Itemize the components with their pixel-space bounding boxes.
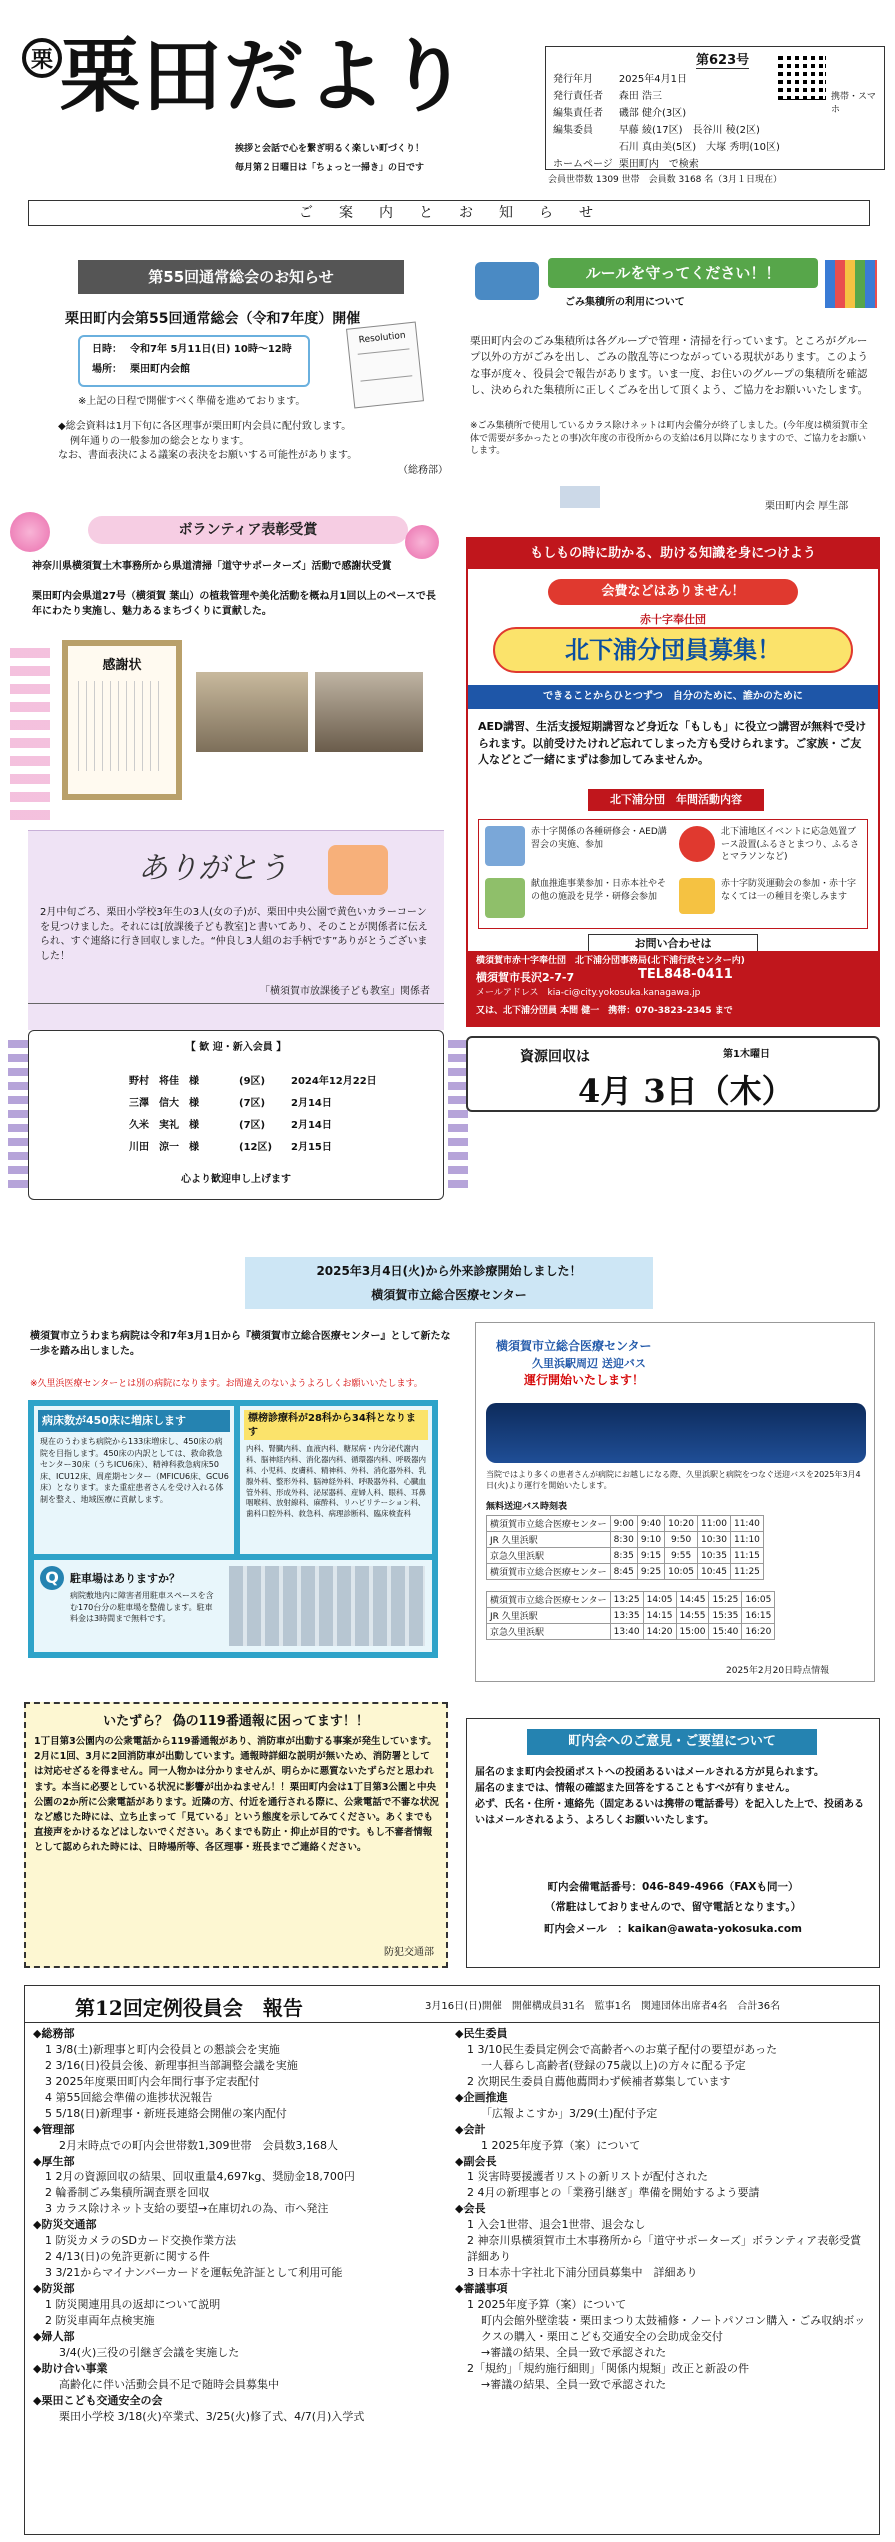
editorial-info-table [550,69,783,171]
recycle-box [466,1036,880,1112]
opinion-mail[interactable]: 町内会メール ：kaikan@awata-yokosuka.com [544,1923,802,1935]
minutes-left-column [33,2026,448,2424]
info-row [550,69,783,86]
welcome-box [28,1030,444,1200]
place-value: 栗田町内会館 [130,364,190,375]
place-label: 場所： [92,364,122,375]
beds-text: 現在のうわまち病院から133床増床し、450床の病院を目指します。450床の内訳としては、救命救急センター30床（うちICU6床）、精神科救急病床50床、ICU12床、周産期センター（MFICU6床、GCU6床）となります。また重症患者さんを受け入れる体制を整え、地域医療に貢献します。 [40,1437,229,1504]
minutes-item: 2 3/16(日)役員会後、新理事担当部調整会議を実施 [45,2058,298,2072]
timetable-time: 15:40 [709,1624,742,1640]
timetable-time: 11:15 [730,1548,763,1564]
timetable-time: 9:15 [637,1548,664,1564]
scam-title: いたずら？ 偽の119番通報に困ってます！！ [103,1714,369,1729]
redcross-title: 北下浦分団員募集！ [493,627,853,673]
hospital-red-note: ※久里浜医療センターとは別の病院になります。お間違えのないようよろしくお願いいたします。 [30,1379,423,1389]
assembly-note-1: ※上記の日程で開催すべく準備を進めております。 [78,396,306,407]
timetable-time: 13:25 [610,1592,643,1608]
timetable-time: 8:30 [610,1532,637,1548]
assembly-title: 栗田町内会第55回通常総会（令和7年度）開催 [65,311,361,327]
minutes-item: 2 神奈川県横須賀市土木事務所から「道守サポーターズ」ボランティア表彰受賞 詳細あり [467,2234,873,2264]
welcome-member-date: 2024年12月22日 [291,1076,377,1087]
timetable-time: 13:35 [610,1608,643,1624]
minutes-item: →審議の結果、全員一致で承認された [481,2377,667,2391]
timetable-time: 16:20 [742,1624,775,1640]
timetable-stop: 横須賀市立総合医療センター [487,1592,611,1608]
info-label: 編集委員 [553,125,593,136]
timetable-row [487,1564,764,1580]
newsletter-title: 栗田だより [60,29,470,123]
assembly-note-5: （総務部） [398,464,448,476]
info-value: 早藤 綾(17区) 長谷川 稜(2区) [618,125,760,136]
timetable-time: 11:40 [730,1516,763,1532]
wisteria-decoration [448,1038,468,1188]
bus-timetable-pm [486,1591,775,1640]
aed-training-icon [485,826,525,866]
minutes-heading: ◆民生委員 [455,2027,508,2040]
info-row [550,137,783,154]
timetable-header: 無料送迎バス時刻表 [486,1502,568,1512]
welcome-member-name: 久米 実礼 様 [129,1120,199,1131]
first-aid-icon [679,826,715,862]
redcross-pill: 会費などはありません！ [548,579,798,605]
garbage-text: 栗田町内会のごみ集積所は各グループで管理・清掃を行っています。ところがグループ以外の方がごみを出し、ごみの散乱等につながっている現状があります。このような事が度々、役員会で報告があります。いま一度、お住いのグループの集積所を確認し、決められた集積所に正しくごみを出して頂くよう、ご協力をお願いいたします。 [470,335,869,396]
minutes-item: 2 輪番制ごみ集積所調査票を回収 [45,2186,210,2200]
minutes-item: 3 3/21からマイナンバーカードを運転免許証として利用可能 [45,2266,343,2280]
info-label: ホームページ [553,159,613,170]
assembly-note-2: ◆総会資料は1月下旬に各区理事が栗田町内会員に配付致します。 [58,421,352,432]
minutes-item: 町内会館外壁塗装・栗田まつり太鼓補修・ノートパソコン購入・ごみ収納ボックスの購入・栗田こども交通安全の会助成金交付 [481,2313,866,2343]
timetable-time: 10:05 [665,1564,698,1580]
timetable-time: 15:35 [709,1608,742,1624]
redcross-tel: TEL848-0411 [638,967,733,982]
minutes-item: 1 3/10民生委員定例会で高齢者へのお菓子配付の要望があった [467,2042,778,2056]
minutes-item: 2月末時点での町内会世帯数1,309世帯 会員数3,168人 [59,2138,338,2152]
timetable-row [487,1608,775,1624]
timetable-time: 11:25 [730,1564,763,1580]
thanks-signature: 「横須賀市放課後子ども教室」関係者 [260,986,430,997]
recycle-title: 資源回収は [520,1049,590,1065]
opinion-tel-note: （常駐はしておりませんので、留守電話となります。） [544,1901,802,1913]
minutes-heading: ◆防災部 [33,2282,75,2295]
garbage-subtitle: ごみ集積所の利用について [565,297,685,308]
timetable-time: 9:25 [637,1564,664,1580]
issue-info-box [545,46,885,170]
welcome-member-date: 2月14日 [291,1098,332,1109]
info-row [550,120,783,137]
info-row [550,154,783,171]
info-row [550,103,783,120]
clinic-panel [240,1406,432,1554]
minutes-item: 1 2025年度予算（案）について [467,2297,627,2311]
member-count: 会員世帯数 1309 世帯 会員数 3168 名（3月１日現在） [548,175,782,185]
parking-text: 病院敷地内に障害者用駐車スペースを含む170台分の駐車場を整備します。駐車料金は3時間まで無料です。 [70,1591,214,1624]
welcome-footer: 心より歓迎申し上げます [181,1174,291,1185]
timetable-time: 8:45 [610,1564,637,1580]
timetable-time: 10:35 [698,1548,731,1564]
divider [28,1003,444,1004]
redcross-text: AED講習、生活支援短期講習など身近な「もしも」に役立つ講習が無料で受けられます。以前受けたけれど忘れてしまった方も受けられます。ご家族・ご友人などとご一緒にまずは参加してみませんか。 [478,720,867,766]
welcome-member-row [129,1115,429,1137]
hospital-banner [245,1257,653,1309]
minutes-item: 栗田小学校 3/18(火)卒業式、3/25(火)修了式、4/7(月)入学式 [59,2409,365,2423]
redcross-top-banner: もしもの時に助かる、助ける知識を身につけよう [468,539,878,569]
timetable-time: 9:50 [665,1532,698,1548]
info-row [550,86,783,103]
flower-decoration [10,640,50,820]
minutes-item: 4 第55回総会準備の進捗状況報告 [45,2090,213,2104]
clinic-text: 内科、腎臓内科、血液内科、糖尿病・内分泌代謝内科、脳神経内科、消化器内科、循環器内科、呼吸器内科、小児科、皮膚科、精神科、外科、消化器外科、乳腺外科、整形外科、脳神経外科、呼吸器外科、心臓血管外科、形成外科、泌尿器科、産婦人科、眼科、耳鼻咽喉科、放射線科、麻酔科、リハビリテーション科、歯科口腔外科、救急科、病理診断科、臨床検査科 [246,1444,426,1519]
certificate-image [62,640,182,800]
assembly-datetime-box [78,335,310,387]
activity-3: 献血推進事業参加・日赤本社やその他の施設を見学・研修会参加 [531,879,667,902]
assembly-banner: 第55回通常総会のお知らせ [78,260,404,294]
minutes-item: 3 カラス除けネット支給の要望→在庫切れの為、市へ発注 [45,2202,329,2216]
minutes-item: 1 3/8(土)新理事と町内会役員との懇談会を実施 [45,2042,280,2056]
wisteria-decoration [8,1038,28,1188]
bus-text: 当院ではより多くの患者さんが病院にお越しになる際、久里浜駅と病院をつなぐ送迎バスを2025年3月4日(火)より運行を開始いたします。 [486,1470,861,1491]
resolution-paper-label: Resolution [358,330,407,346]
activity-1: 赤十字関係の各種研修会・AED講習会の実施、参加 [531,827,667,850]
redcross-org: 赤十字奉仕団 [640,613,706,626]
timetable-time: 15:25 [709,1592,742,1608]
notice-bar: ご 案 内 と お 知 ら せ [28,200,870,226]
volunteer-banner: ボランティア表彰受賞 [88,516,408,544]
activity-2: 北下浦地区イベントに応急処置ブース設置(ふるさとまつり、ふるさとマラソンなど) [721,827,860,863]
beds-title: 病床数が450床に増床します [38,1410,230,1432]
minutes-item: 高齢化に伴い活動会員不足で随時会員募集中 [59,2377,279,2391]
minutes-item: 3 2025年度栗田町内会年間行事予定表配付 [45,2074,260,2088]
garbage-signature: 栗田町内会 厚生部 [765,501,849,512]
opinion-text-2: 届名のままでは、情報の確認また回答をすることもすべが有りません。 [475,1783,796,1794]
opinion-title: 町内会へのご意見・ご要望について [527,1729,817,1755]
minutes-heading: ◆副会長 [455,2154,497,2168]
info-value: 磯部 健介(3区) [618,108,687,119]
minutes-heading: ◆審議事項 [455,2282,508,2295]
timetable-row [487,1532,764,1548]
minutes-item: 1 災害時要援護者リストの新リストが配付された [467,2170,709,2184]
bus-flyer [475,1322,875,1682]
scam-signature: 防犯交通部 [384,1947,434,1958]
minutes-item: 1 防災カメラのSDカード交換作業方法 [45,2234,236,2248]
trophy-icon [679,878,715,914]
timetable-time: 9:00 [610,1516,637,1532]
info-value: 森田 浩三 [618,91,662,102]
info-label: 発行年月 [553,74,593,85]
bus-title: 横須賀市立総合医療センター [496,1339,652,1353]
minutes-heading: ◆会長 [455,2202,486,2216]
welcome-member-district: (7区) [239,1098,266,1109]
recycle-sub: 第1木曜日 [723,1049,770,1060]
welcome-member-row [129,1137,429,1159]
parking-map [229,1566,425,1646]
welcome-member-row [129,1071,429,1093]
timetable-time: 16:05 [742,1592,775,1608]
minutes-item: 2 4/13(日)の免許更新に関する件 [45,2250,210,2264]
timetable-time: 9:55 [665,1548,698,1564]
garbage-banner: ルールを守ってください！！ [548,258,818,288]
timetable-time: 16:15 [742,1608,775,1624]
minutes-item: 1 2025年度予算（案）について [481,2138,641,2152]
minutes-item: 3/4(火)三役の引継ぎ会議を実施した [59,2345,240,2359]
town-seal-icon: 栗 [22,38,62,78]
welcome-member-district: (9区) [239,1076,266,1087]
award-photo-2 [315,672,423,752]
timetable-time: 10:20 [665,1516,698,1532]
redcross-contact-3: 又は、北下浦分団員 本間 健一 携帯：070-3823-2345 まで [476,1006,733,1016]
info-label [550,137,616,154]
bus-photo [486,1403,866,1463]
info-label: 編集責任者 [553,108,603,119]
timetable-time: 14:20 [643,1624,676,1640]
timetable-time: 8:35 [610,1548,637,1564]
minutes-heading: ◆企画推進 [455,2090,508,2104]
timetable-time: 14:15 [643,1608,676,1624]
hospital-info-panel [28,1400,438,1658]
garbage-note: ※ごみ集積所で使用しているカラス除けネットは町内会備分が終了しました。(今年度は横須賀市全体で需要が多かったとの事)次年度の市役所からの支給は6月以降になりますので、ご協力をお願いします。 [470,421,868,457]
resolution-paper-icon [346,322,424,409]
garbage-truck-icon [475,262,539,300]
timetable-row [487,1516,764,1532]
redcross-section [466,537,880,1027]
welcome-member-date: 2月15日 [291,1142,332,1153]
minutes-item: 2「規約」「規約施行細則」「関係内規類」改正と新設の件 [467,2361,749,2375]
flower-icon [10,512,50,552]
bus-sub-1: 久里浜駅周辺 送迎バス [532,1357,646,1370]
timetable-time: 14:55 [676,1608,709,1624]
thanks-section [28,830,444,1030]
welcome-member-name: 川田 涼一 様 [129,1142,199,1153]
timetable-time: 14:45 [676,1592,709,1608]
redcross-activities-title: 北下浦分団 年間活動内容 [588,789,764,811]
welcome-member-district: (7区) [239,1120,266,1131]
minutes-item: 「広報よこすか」3/29(土)配付予定 [481,2106,658,2120]
volunteer-text-2: 栗田町内会県道27号（横須賀 葉山）の植栽管理や美化活動を概ね月1回以上のペースで長年にわたり実施し、魅力あるまちづくりに貢献した。 [32,591,436,617]
timetable-row [487,1592,775,1608]
bus-timetable [486,1515,764,1580]
parking-icon: Q [40,1566,64,1590]
timetable-time: 10:30 [698,1532,731,1548]
opinion-text-3: 必ず、氏名・住所・連絡先（固定あるいは携帯の電話番号）を記入した上で、投函あるいはメールされるよう、よろしくお願いいたします。 [475,1799,864,1826]
minutes-heading: ◆管理部 [33,2122,75,2136]
welcome-member-row [129,1093,429,1115]
timetable-stop: 横須賀市立総合医療センター [487,1516,611,1532]
hospital-intro: 横須賀市立うわまち病院は令和7年3月1日から『横須賀市立総合医療センター』として新たな一歩を踏み出しました。 [30,1331,451,1357]
hospital-banner-1: 2025年3月4日(火)から外来診療開始しました！ [316,1264,582,1278]
redcross-activities-box [478,819,868,929]
timetable-row [487,1624,775,1640]
minutes-item: →審議の結果、全員一致で承認された [481,2345,667,2359]
volunteer-text-1: 神奈川県横須賀土木事務所から県道清掃「道守サポーターズ」活動で感謝状受賞 [32,561,392,572]
redcross-contact-title: お問い合わせは [588,934,758,952]
minutes-meta: 3月16日(日)開催 開催構成員31名 監事1名 関連団体出席者4名 合計36名 [425,2001,781,2012]
timetable-time: 11:10 [730,1532,763,1548]
timetable-time: 13:40 [610,1624,643,1640]
info-value: 2025年4月1日 [618,74,687,85]
bus-caption: 2025年2月20日時点情報 [726,1666,830,1676]
award-photo-1 [196,672,308,752]
minutes-heading: ◆厚生部 [33,2154,75,2168]
welcome-member-name: 野村 将佳 様 [129,1076,199,1087]
blood-donation-icon [485,878,525,918]
minutes-item: 2 防災車両年点検実施 [45,2313,155,2327]
minutes-item: 1 2月の資源回収の結果、回収重量4,697kg、奨励金18,700円 [45,2170,355,2184]
kids-illustration-icon [328,845,388,895]
scam-text: 1丁目第3公園内の公衆電話から119番通報があり、消防車が出動する事案が発生しています。2月に1回、3月に2回消防車が出動しています。通報時詳細な説明が無いため、消防署としては対応せざるを得ません。同一人物かは分かりませんが、明らかに悪質ないたずらだと思われます。本当に必要としている状況に影響が出かねません！！栗田町内会は1丁目第3公園と中央公園の2か所に公衆電話があります。近隣の方、付近を通行される際に、公衆電話で不審な状況など感じた時には、立ち止まって「見ている」という態度を示してみてください。あくまでも直接声をかけるなどはしないでください。あくまでも防止・抑止が目的です。もし不審者情報として認められた時には、日時場所等、各区理事・班長までご連絡ください。 [34,1736,439,1854]
timetable-row [487,1548,764,1564]
recycle-bins-icon [825,260,877,308]
minutes-item: 1 入会1世帯、退会1世帯、退会なし [467,2218,646,2232]
minutes-heading: ◆助け合い事業 [33,2361,108,2375]
thanks-text: 2月中旬ごろ、栗田小学校3年生の3人(女の子)が、栗田中央公園で黄色いカラーコーンを見つけました。それには[放課後子ども教室]と書いてあり、そのことが関係者に伝えられ、すぐ連絡に行き回収しました。“仲良し3人組のお手柄です”ありがとうございました！ [40,907,428,962]
opinion-text-1: 届名のまま町内会投函ポストへの投函あるいはメールされる方が見られます。 [475,1767,824,1778]
info-value: 石川 真由美(5区) 大塚 秀明(10区) [618,142,780,153]
recycle-date: 4月 3日（木） [578,1072,794,1110]
minutes-item: 2 4月の新理事との「業務引継ぎ」準備を開始するよう要請 [467,2186,760,2200]
activity-4: 赤十字防災運動会の参加・赤十字なくては一の種目を楽しみます [721,879,857,902]
timetable-time: 10:45 [698,1564,731,1580]
hospital-banner-2: 横須賀市立総合医療センター [371,1288,527,1302]
info-value: 栗田町内 で検索 [618,159,699,170]
welcome-title: 【 歓 迎・新入会員 】 [185,1042,287,1053]
opinion-section [466,1718,880,1968]
minutes-heading: ◆婦人部 [33,2329,75,2343]
opinion-body [475,1765,870,1829]
assembly-note-3: 例年通りの一般参加の総会となります。 [70,435,250,447]
bus-sub-2: 運行開始いたします！ [524,1373,645,1387]
timetable-stop: JR 久里浜駅 [487,1532,611,1548]
datetime-label: 日時： [92,344,122,355]
timetable-time: 11:00 [698,1516,731,1532]
assembly-note-4: なお、書面表決による議案の表決をお願いする可能性があります。 [58,450,358,461]
timetable-stop: 京急久里浜駅 [487,1624,611,1640]
welcome-member-list [129,1071,429,1159]
welcome-member-name: 三澤 信大 様 [129,1098,199,1109]
timetable-stop: JR 久里浜駅 [487,1608,611,1624]
minutes-item: 1 防災関連用具の返却について説明 [45,2297,221,2311]
flower-icon [405,525,439,559]
sub-tagline: 毎月第２日曜日は「ちょっと一掃き」の日です [235,163,425,173]
thanks-title: ありがとう [138,851,288,886]
timetable-time: 9:10 [637,1532,664,1548]
redcross-contact-box [468,951,878,1025]
tagline: 挨拶と会話で心を繋ぎ明るく楽しい町づくり！ [235,144,425,154]
minutes-section [24,1985,880,2535]
timetable-time: 14:05 [643,1592,676,1608]
minutes-item: 2 次期民生委員自薦他薦問わず候補者募集しています [467,2074,731,2088]
minutes-heading: ◆総務部 [33,2027,75,2040]
redcross-contact-2: 横須賀市長沢2-7-7 [476,971,575,984]
welcome-member-date: 2月14日 [291,1120,332,1131]
timetable-time: 15:00 [676,1624,709,1640]
minutes-item: 3 日本赤十字社北下浦分団員募集中 詳細あり [467,2266,698,2280]
issue-number: 第623号 [696,49,749,69]
qr-label: 携帯・スマホ [831,92,876,115]
redcross-tagline: できることからひとつずつ 自分のために、誰かのために [468,685,878,709]
minutes-heading: ◆会計 [455,2122,486,2136]
minutes-heading: ◆防災交通部 [33,2218,97,2232]
assembly-notes [58,420,448,478]
minutes-title: 第12回定例役員会 報告 [75,1996,303,2020]
parking-title: 駐車場はありますか？ [70,1572,180,1585]
beds-panel [34,1406,234,1554]
datetime-value: 令和7年 5月11日(日) 10時～12時 [130,344,292,355]
minutes-item: 一人暮らし高齢者(登録の75歳以上)の方々に配る予定 [481,2058,746,2072]
minutes-item: 5 5/18(日)新理事・新班長連絡会開催の案内配付 [45,2106,287,2120]
minutes-right-column [455,2026,875,2393]
opinion-tel: 町内会備電話番号：046-849-4966（FAXも同一） [547,1881,799,1893]
scam-notice [24,1702,448,1968]
redcross-mail[interactable]: メールアドレス kia-ci@city.yokosuka.kanagawa.jp [476,988,701,998]
garbage-net-icon [560,486,600,508]
minutes-heading: ◆栗田こども交通安全の会 [33,2393,163,2407]
redcross-contact-1: 横須賀市赤十字奉仕団 北下浦分団事務局(北下浦行政センター内) [476,956,745,966]
parking-panel [34,1560,432,1652]
timetable-stop: 横須賀市立総合医療センター [487,1564,611,1580]
timetable-time: 9:40 [637,1516,664,1532]
clinic-title: 標榜診療科が28科から34科となります [244,1410,428,1440]
welcome-member-district: (12区) [239,1142,273,1153]
qr-code-icon[interactable] [778,52,826,100]
timetable-stop: 京急久里浜駅 [487,1548,611,1564]
info-label: 発行責任者 [553,91,603,102]
certificate-title: 感謝状 [102,658,142,673]
